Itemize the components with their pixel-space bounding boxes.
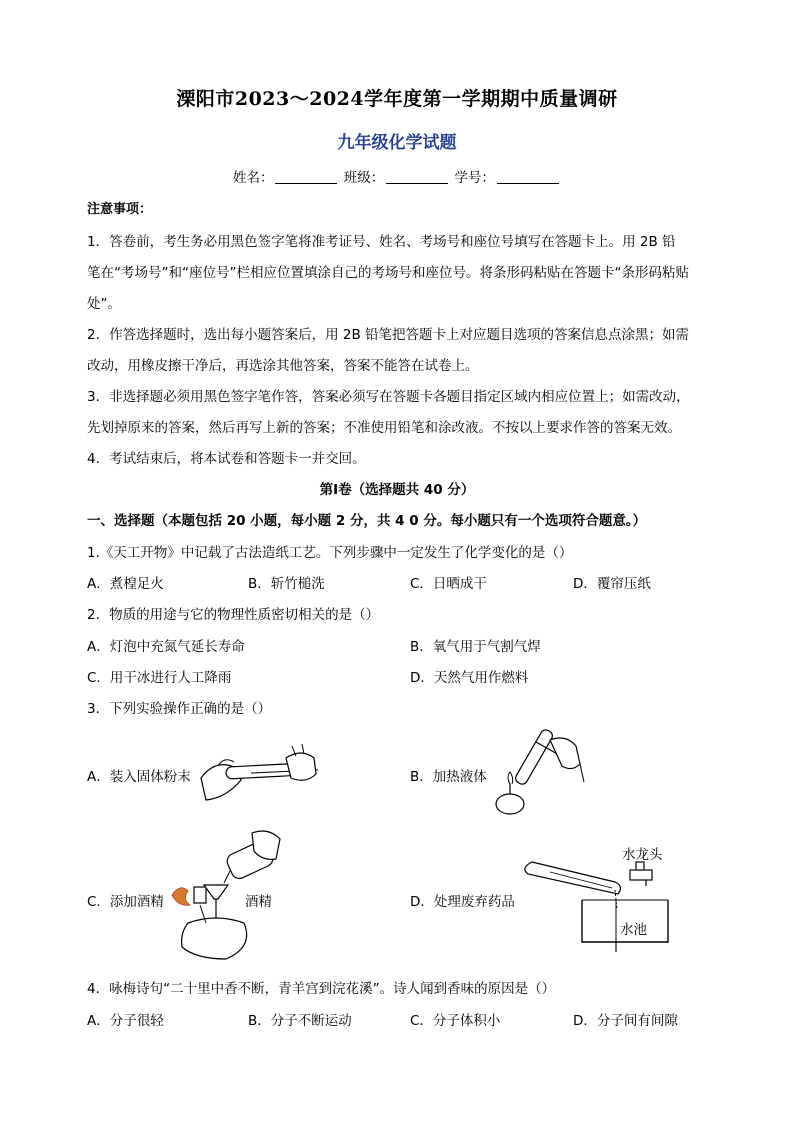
section-title: 一、选择题（本题包括 20 小题，每小题 2 分，共 4 0 分。每小题只有一个选项符合题意。） [87,513,647,529]
notes-heading: 注意事项： [87,202,153,217]
faucet-label: 水龙头 [622,847,663,863]
q4-option-a[interactable]: A．分子很轻 [87,1013,164,1029]
note-line: 改动，用橡皮擦干净后，再选涂其他答案，答案不能答在试卷上。 [87,358,479,374]
student-info-row [0,166,794,186]
part1-heading: 第Ⅰ卷（选择题共 40 分） [319,482,475,498]
note-line: 4．考试结束后，将本试卷和答题卡一并交回。 [87,451,366,467]
waste-disposal-figure [520,852,700,958]
name-blank[interactable] [275,169,337,184]
name-label: 姓名： [232,170,274,186]
q3-option-c[interactable]: C．添加酒精 [87,894,164,910]
question-4-stem: 4．咏梅诗句“二十里中香不断，青羊宫到浣花溪”。诗人闻到香味的原因是（） [87,981,556,997]
note-line: 2．作答选择题时，选出每小题答案后，用 2B 铅笔把答题卡上对应题目选项的答案信息点涂黑；如需 [87,327,690,343]
q2-option-a[interactable]: A．灯泡中充氮气延长寿命 [87,639,245,655]
q3-option-b[interactable]: B．加热液体 [410,769,487,785]
q2-option-b[interactable]: B．氧气用于气割气焊 [410,639,541,655]
q4-option-d[interactable]: D．分子间有间隙 [573,1013,678,1029]
question-3-stem: 3．下列实验操作正确的是（） [87,701,272,717]
note-line: 3．非选择题必须用黑色签字笔作答，答案必须写在答题卡各题目指定区域内相应位置上；如需改动， [87,389,690,405]
q1-option-a[interactable]: A．煮楻足火 [87,576,164,592]
q3-option-a[interactable]: A．装入固体粉末 [87,769,191,785]
class-blank[interactable] [386,169,448,184]
alcohol-label: 酒精 [245,894,272,910]
note-line: 笔在“考场号”和“座位号”栏相应位置填涂自己的考场号和座位号。将条形码粘贴在答题卡“条形码粘贴 [87,265,689,281]
q3-option-d[interactable]: D．处理废弃药品 [410,894,515,910]
q4-option-b[interactable]: B．分子不断运动 [248,1013,352,1029]
q1-option-c[interactable]: C．日晒成干 [410,576,487,592]
q4-option-c[interactable]: C．分子体积小 [410,1013,501,1029]
q1-option-b[interactable]: B．斩竹槌洗 [248,576,325,592]
id-blank[interactable] [497,169,559,184]
id-label: 学号： [454,170,496,186]
note-line: 处”。 [87,296,121,312]
note-line: 先划掉原来的答案，然后再写上新的答案；不准使用铅笔和涂改液。不按以上要求作答的答案无效。 [87,420,681,436]
exam-title: 溧阳市2023～2024学年度第一学期期中质量调研 [176,88,618,110]
q2-option-d[interactable]: D．天然气用作燃料 [410,670,529,686]
exam-subtitle: 九年级化学试题 [337,133,457,153]
heating-liquid-figure [488,722,588,822]
note-line: 1．答卷前，考生务必用黑色签字笔将准考证号、姓名、考场号和座位号填写在答题卡上。用 2B 铅 [87,234,676,250]
class-label: 班级： [343,170,385,186]
question-1-stem: 1.《天工开物》中记载了古法造纸工艺。下列步骤中一定发生了化学变化的是（） [87,545,573,561]
q1-option-d[interactable]: D．覆帘压纸 [573,576,651,592]
q2-option-c[interactable]: C．用干冰进行人工降雨 [87,670,232,686]
question-2-stem: 2．物质的用途与它的物理性质密切相关的是（） [87,607,380,623]
powder-loading-figure [196,738,326,806]
sink-label: 水池 [620,922,647,938]
